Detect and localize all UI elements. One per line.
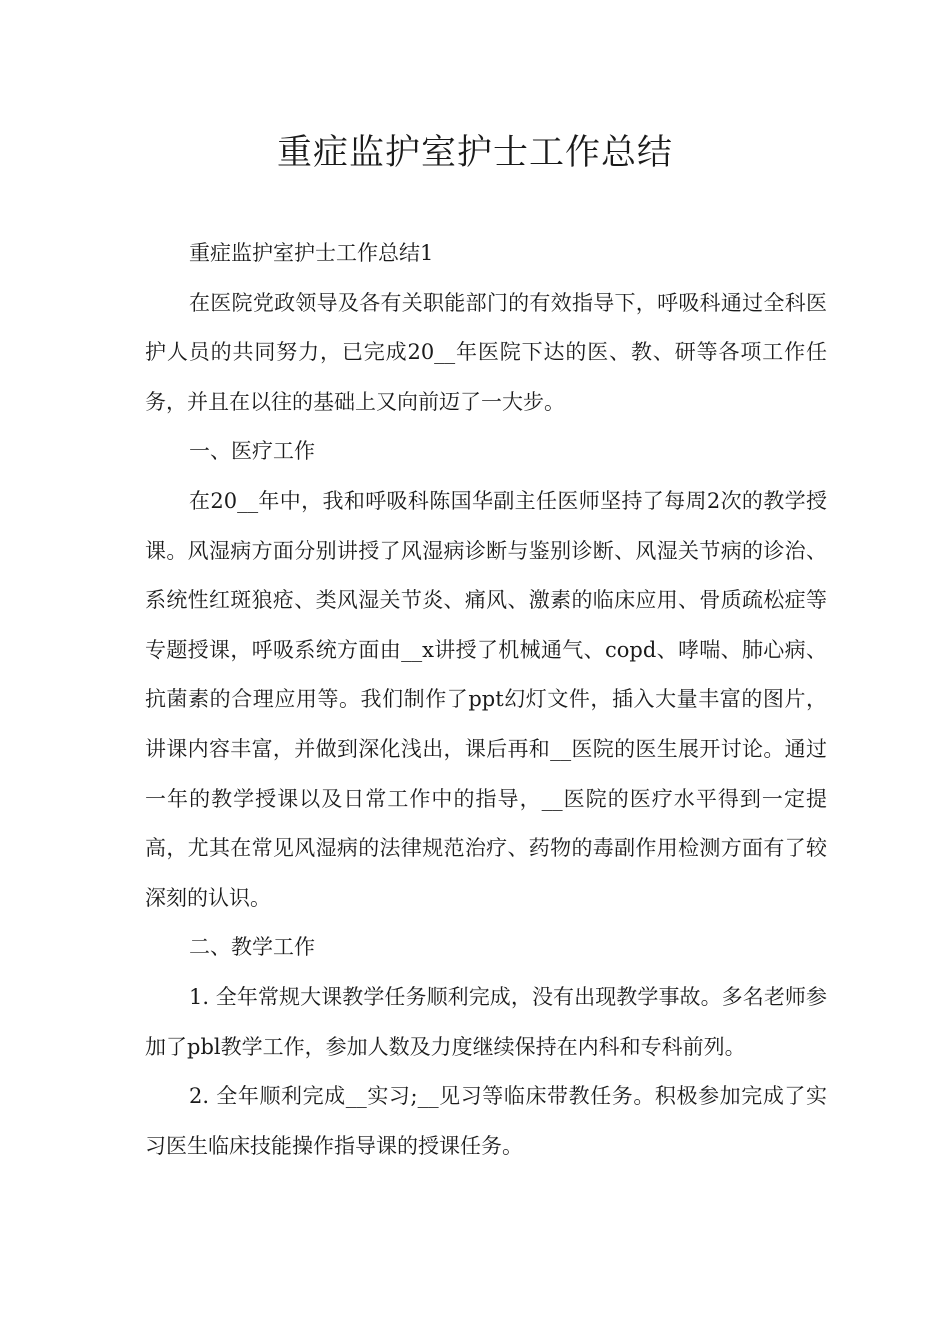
section-heading-teaching-work: 二、教学工作 [189, 935, 315, 960]
section-heading-medical-work: 一、医疗工作 [189, 439, 315, 464]
section-heading-summary-1: 重症监护室护士工作总结1 [189, 241, 434, 265]
teaching-item-1: 1. 全年常规大课教学任务顺利完成，没有出现教学事故。多名老师参加了pbl教学工作，参加人数及力度继续保持在内科和专科前列。 [145, 984, 827, 1059]
document-title: 重症监护室护士工作总结 [276, 133, 673, 173]
medical-work-paragraph: 在20__年中，我和呼吸科陈国华副主任医师坚持了每周2次的教学授课。风湿病方面分别讲授了风湿病诊断与鉴别诊断、风湿关节病的诊治、系统性红斑狼疮、类风湿关节炎、痛风、激素的临床应用、骨质疏松症等专题授课，呼吸系统方面由__x讲授了机械通气、copd、哮喘、肺心病、抗菌素的合理应用等。我们制作了ppt幻灯文件，插入大量丰富的图片，讲课内容丰富，并做到深化浅出，课后再和__医院的医生展开讨论。通过一年的教学授课以及日常工作中的指导，__医院的医疗水平得到一定提高，尤其在常见风湿病的法律规范治疗、药物的毒副作用检测方面有了较深刻的认识。 [145, 488, 827, 910]
teaching-item-2: 2. 全年顺利完成__实习;__见习等临床带教任务。积极参加完成了实习医生临床技能操作指导课的授课任务。 [145, 1084, 827, 1158]
intro-paragraph: 在医院党政领导及各有关职能部门的有效指导下，呼吸科通过全科医护人员的共同努力，已完成20__年医院下达的医、教、研等各项工作任务，并且在以往的基础上又向前迈了一大步。 [145, 290, 827, 414]
document-body [145, 229, 827, 1171]
